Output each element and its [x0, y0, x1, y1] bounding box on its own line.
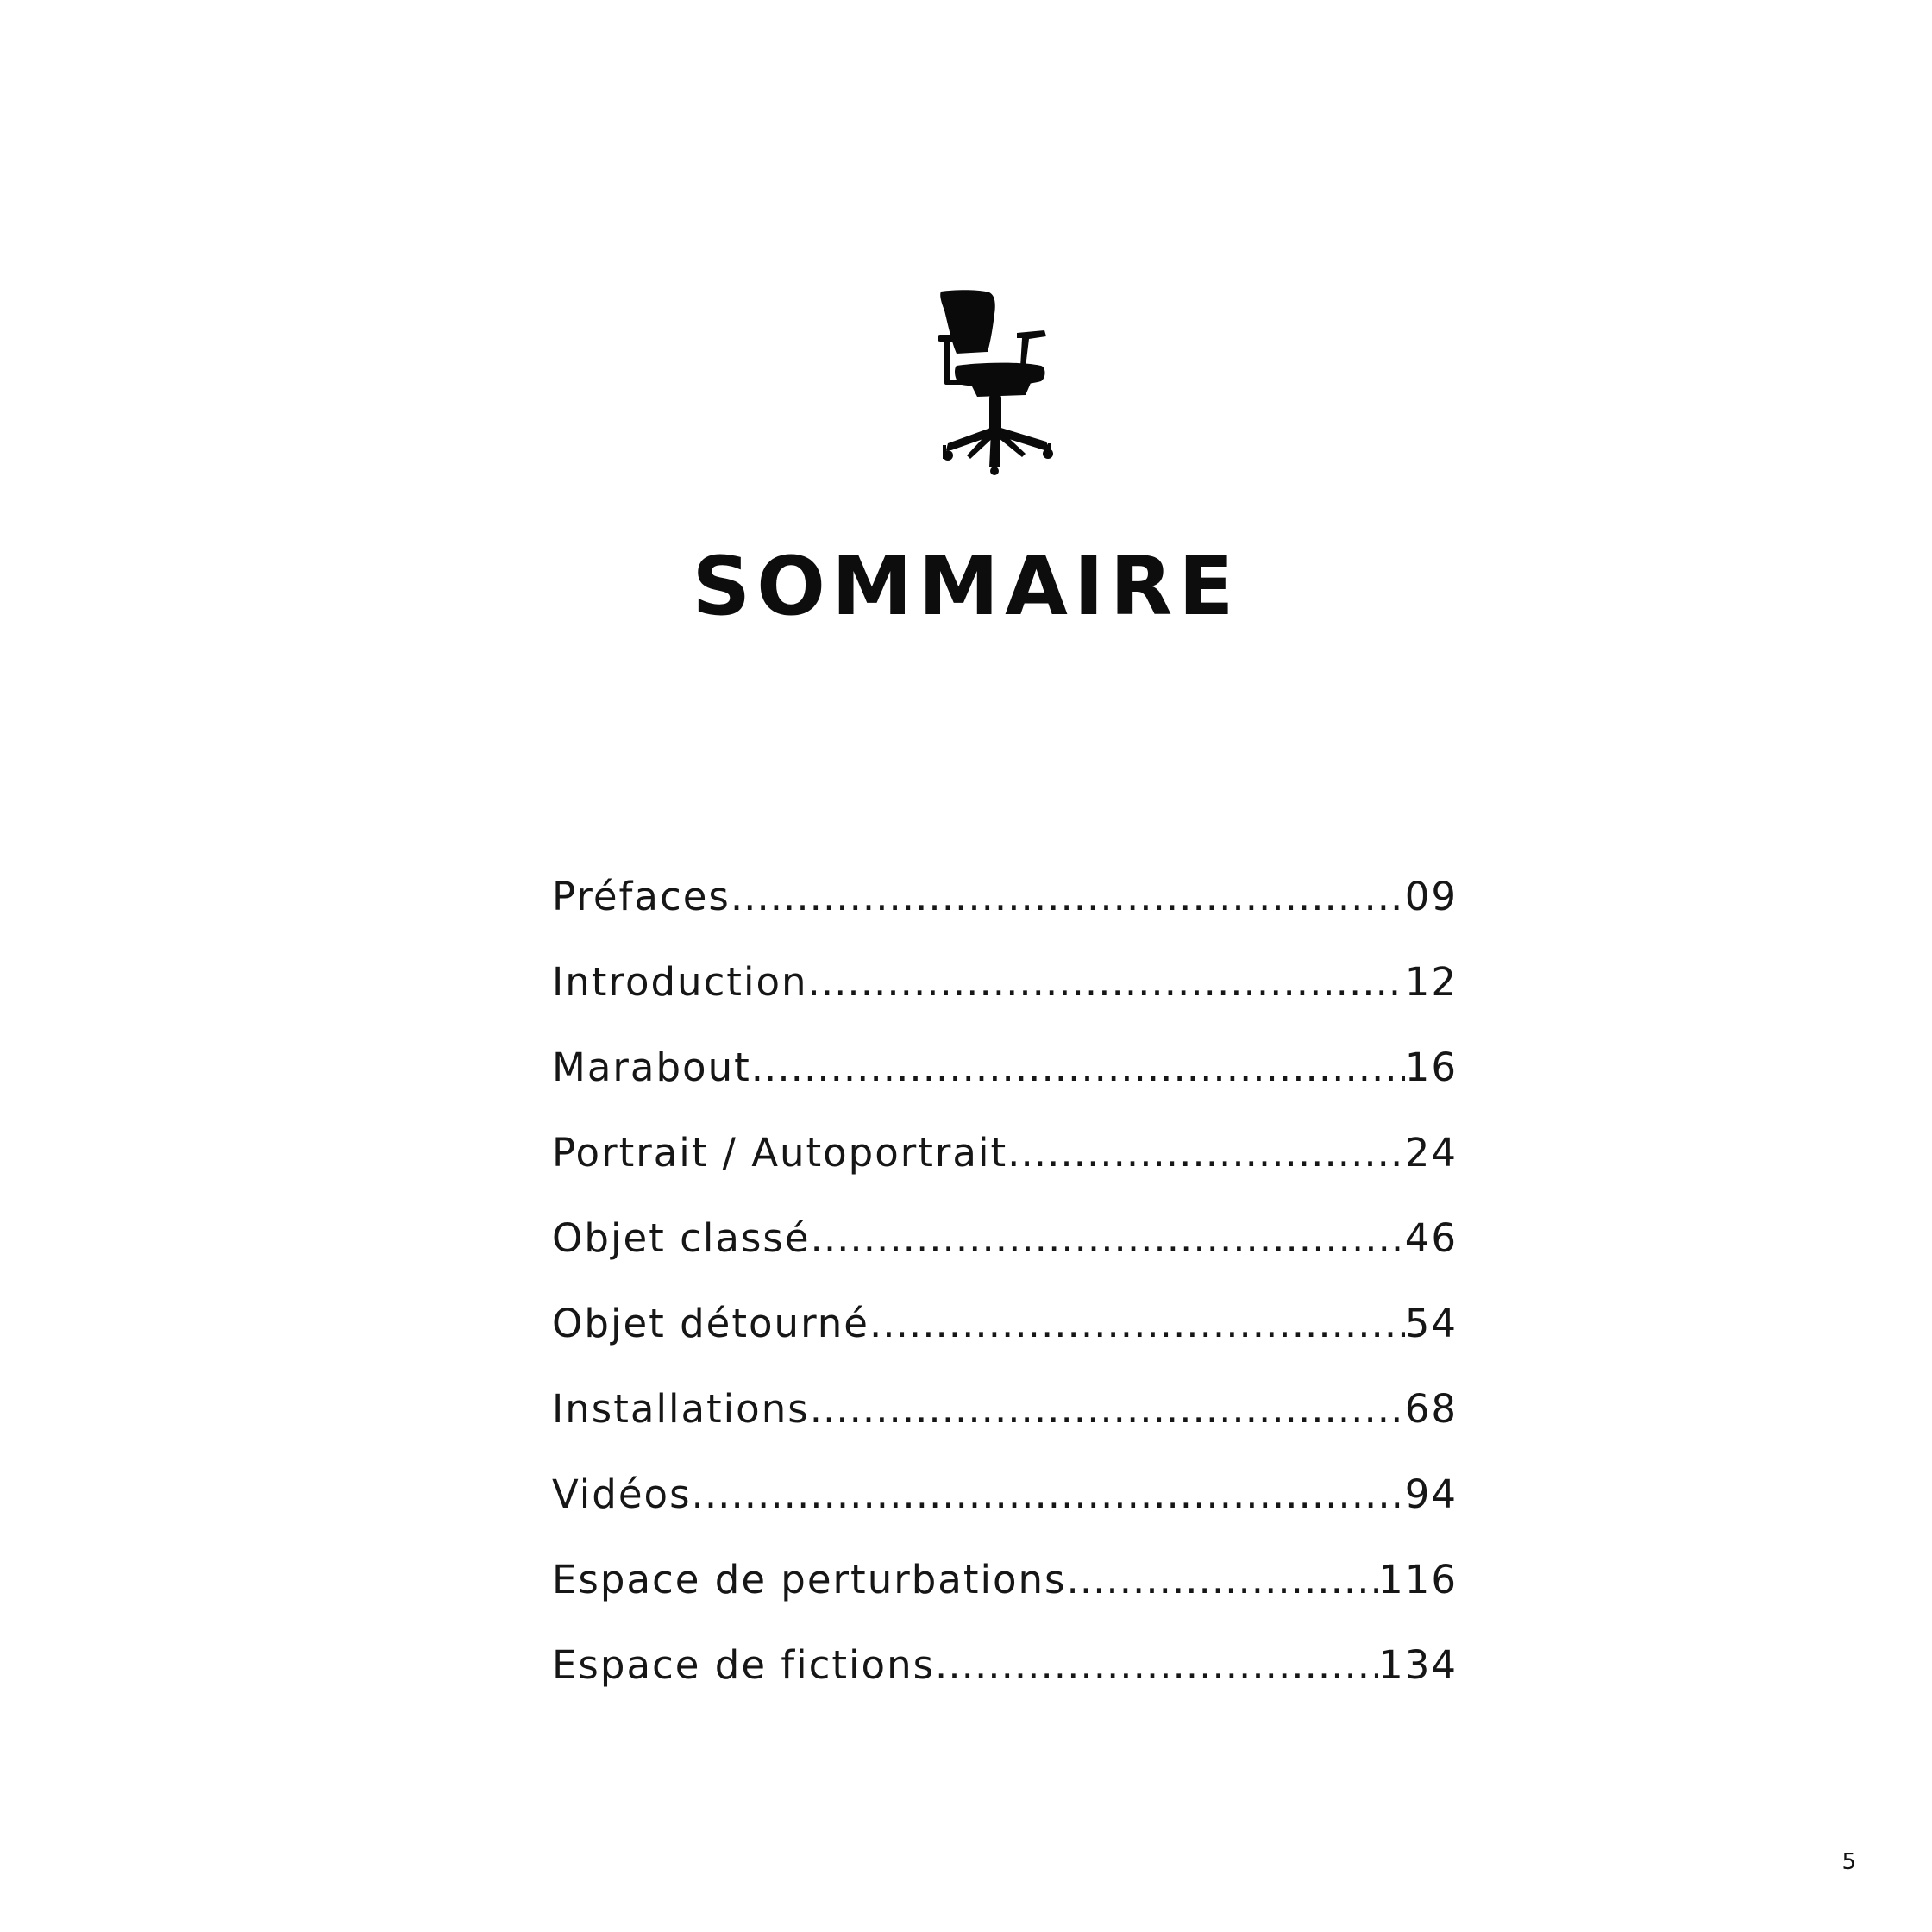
page-title: SOMMAIRE [692, 540, 1240, 634]
toc-dot-leader [869, 1289, 1405, 1358]
toc-entry-page: 24 [1404, 1130, 1458, 1176]
toc-dot-leader [751, 1033, 1405, 1102]
toc-entry-page: 12 [1404, 959, 1458, 1005]
toc-entry [552, 862, 1458, 948]
toc-entry-page: 68 [1404, 1386, 1458, 1432]
toc-dot-leader [1007, 1119, 1405, 1188]
office-chair-icon [936, 290, 1057, 475]
page-number: 5 [1841, 1849, 1856, 1875]
toc-entry [552, 1631, 1458, 1716]
table-of-contents [552, 862, 1458, 1716]
toc-dot-leader [811, 1204, 1405, 1273]
toc-dot-leader [935, 1631, 1378, 1700]
toc-entry-label: Préfaces [552, 874, 731, 919]
toc-entry-label: Espace de perturbations [552, 1557, 1067, 1603]
toc-entry [552, 1033, 1458, 1119]
toc-entry-page: 09 [1404, 874, 1458, 919]
toc-entry-page: 46 [1404, 1215, 1458, 1261]
toc-entry-page: 116 [1378, 1557, 1458, 1603]
toc-entry-label: Vidéos [552, 1471, 692, 1517]
toc-entry-label: Portrait / Autoportrait [552, 1130, 1008, 1176]
toc-entry-label: Espace de fictions [552, 1642, 936, 1688]
toc-entry-label: Introduction [552, 959, 808, 1005]
toc-entry-page: 94 [1404, 1471, 1458, 1517]
toc-entry [552, 1375, 1458, 1460]
toc-entry-label: Installations [552, 1386, 810, 1432]
toc-entry-page: 16 [1404, 1044, 1458, 1090]
toc-entry-page: 54 [1404, 1301, 1458, 1346]
toc-dot-leader [808, 948, 1405, 1017]
toc-dot-leader [731, 862, 1405, 932]
toc-dot-leader [810, 1375, 1405, 1444]
toc-entry-page: 134 [1378, 1642, 1458, 1688]
toc-entry [552, 1546, 1458, 1631]
toc-entry [552, 1204, 1458, 1289]
toc-entry [552, 1460, 1458, 1546]
toc-dot-leader [1067, 1546, 1379, 1615]
toc-entry-label: Marabout [552, 1044, 751, 1090]
toc-entry-label: Objet classé [552, 1215, 811, 1261]
toc-entry [552, 1289, 1458, 1375]
toc-entry [552, 948, 1458, 1033]
toc-entry-label: Objet détourné [552, 1301, 869, 1346]
toc-dot-leader [692, 1460, 1405, 1529]
toc-entry [552, 1119, 1458, 1204]
